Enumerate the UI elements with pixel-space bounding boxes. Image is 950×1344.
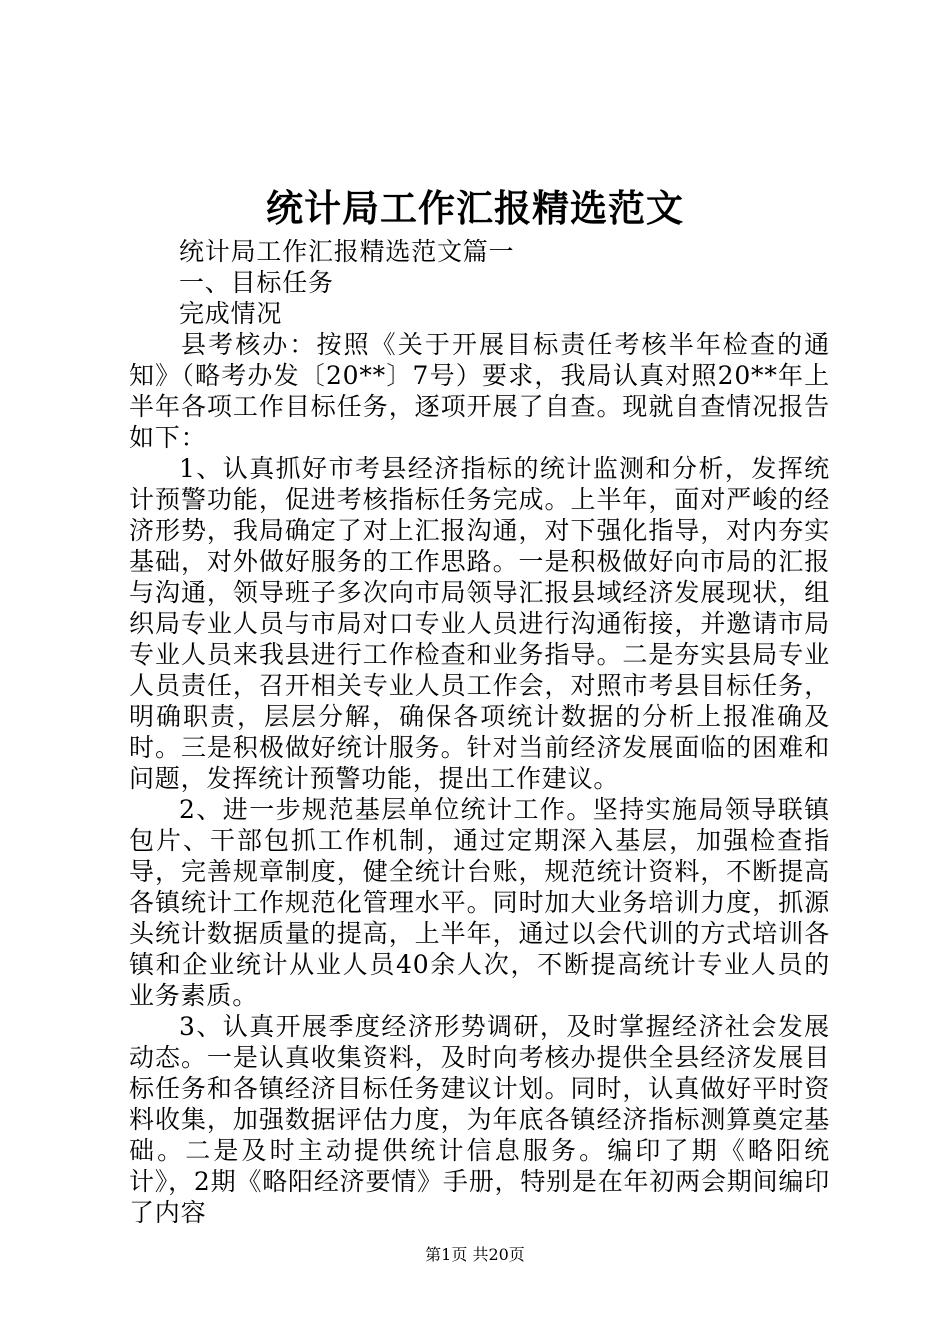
document-body xyxy=(129,236,830,1228)
paragraph-item-3: 3、认真开展季度经济形势调研，及时掌握经济社会发展动态。一是认真收集资料，及时向考核办提供全县经济发展目标任务和各镇经济目标任务建议计划。同时，认真做好平时资料收集，加强数据评估力度，为年底各镇经济指标测算奠定基础。二是及时主动提供统计信息服务。编印了期《略阳统计》，2期《略阳经济要情》手册，特别是在年初两会期间编印了内容 xyxy=(129,1012,830,1227)
paragraph-section-heading: 一、目标任务 xyxy=(179,268,334,297)
paragraph-item-1: 1、认真抓好市考县经济指标的统计监测和分析，发挥统计预警功能，促进考核指标任务完成。上半年，面对严峻的经济形势，我局确定了对上汇报沟通，对下强化指导，对内夯实基础，对外做好服务的工作思路。一是积极做好向市局的汇报与沟通，领导班子多次向市局领导汇报县域经济发展现状，组织局专业人员与市局对口专业人员进行沟通衔接，并邀请市局专业人员来我县进行工作检查和业务指导。二是夯实县局专业人员责任，召开相关专业人员工作会，对照市考县目标任务，明确职责，层层分解，确保各项统计数据的分析上报准确及时。三是积极做好统计服务。针对当前经济发展面临的困难和问题，发挥统计预警功能，提出工作建议。 xyxy=(129,454,830,793)
document-title: 统计局工作汇报精选范文 xyxy=(266,186,684,230)
paragraph-intro: 县考核办：按照《关于开展目标责任考核半年检查的通知》（略考办发〔20**〕7号）要求，我局认真对照20**年上半年各项工作目标任务，逐项开展了自查。现就自查情况报告如下： xyxy=(129,330,830,452)
page-footer: 第1页 共20页 xyxy=(425,1245,525,1264)
paragraph-subtitle: 统计局工作汇报精选范文篇一 xyxy=(179,237,515,266)
paragraph-completion: 完成情况 xyxy=(179,299,283,328)
paragraph-item-2: 2、进一步规范基层单位统计工作。坚持实施局领导联镇包片、干部包抓工作机制，通过定期深入基层，加强检查指导，完善规章制度，健全统计台账，规范统计资料，不断提高各镇统计工作规范化管理水平。同时加大业务培训力度，抓源头统计数据质量的提高，上半年，通过以会代训的方式培训各镇和企业统计从业人员40余人次，不断提高统计专业人员的业务素质。 xyxy=(129,795,830,1010)
